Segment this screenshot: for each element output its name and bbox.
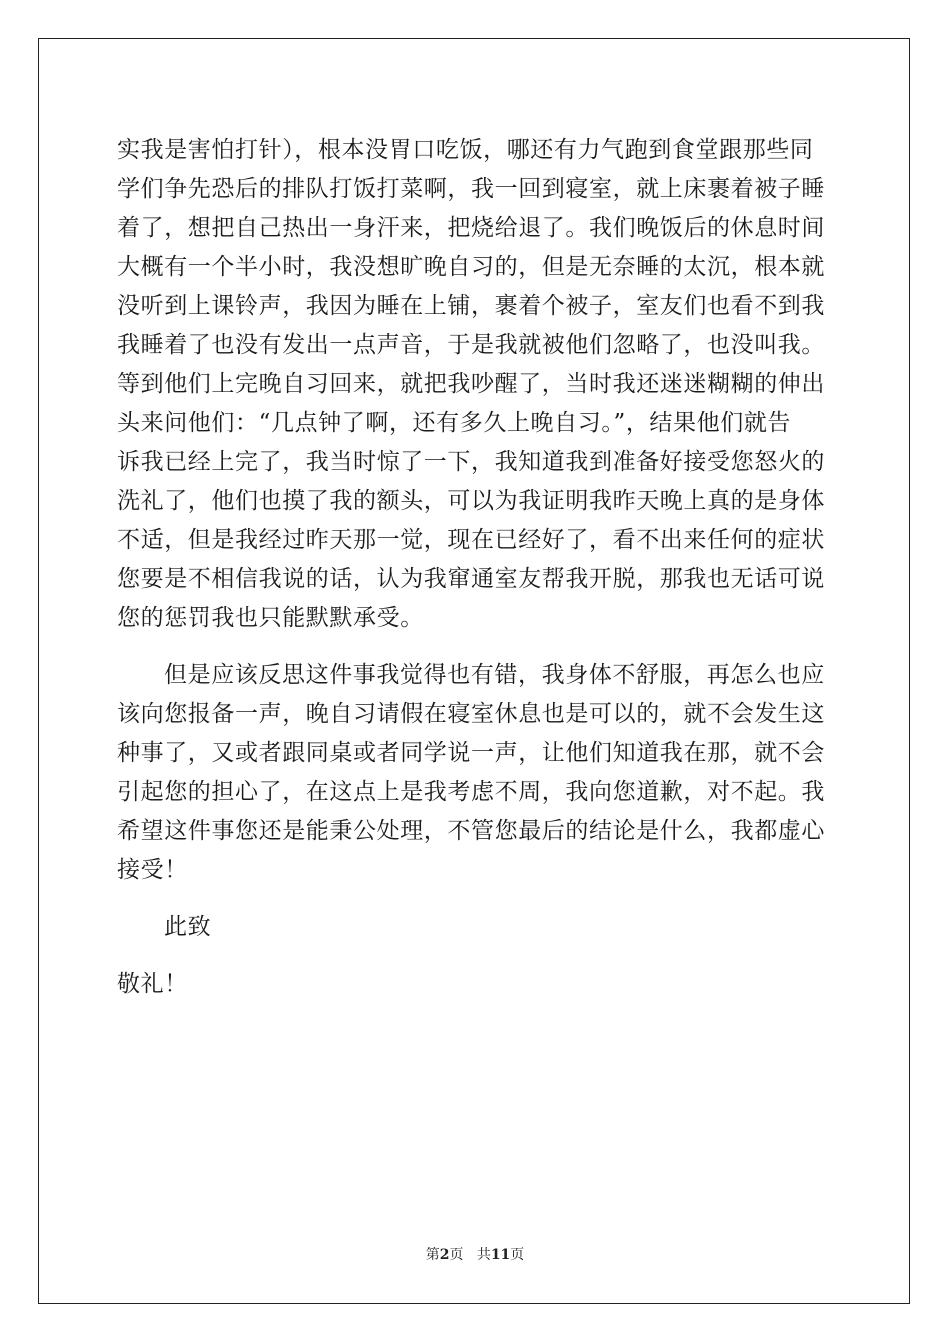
page-prefix: 第 — [425, 1247, 440, 1263]
page-suffix: 页 — [449, 1247, 464, 1263]
text-line: 接受！ — [117, 857, 188, 883]
total-prefix: 共 — [476, 1247, 491, 1263]
salutation-line: 敬礼！ — [117, 971, 188, 997]
text-line: 您的惩罚我也只能默默承受。 — [117, 605, 424, 631]
text-line: 您要是不相信我说的话，认为我窜通室友帮我开脱，那我也无话可说 — [117, 566, 825, 592]
letter-body — [117, 131, 837, 1004]
total-suffix: 页 — [510, 1247, 525, 1263]
paragraph-1 — [117, 131, 837, 638]
text-line: 洗礼了，他们也摸了我的额头，可以为我证明我昨天晚上真的是身体 — [117, 488, 825, 514]
text-line: 大概有一个半小时，我没想旷晚自习的，但是无奈睡的太沉，根本就 — [117, 254, 825, 280]
text-line: 实我是害怕打针），根本没胃口吃饭，哪还有力气跑到食堂跟那些同 — [117, 137, 814, 163]
text-line: 等到他们上完晚自习回来，就把我吵醒了，当时我还迷迷糊糊的伸出 — [117, 371, 825, 397]
text-line: 不适，但是我经过昨天那一觉，现在已经好了，看不出来任何的症状 — [117, 527, 825, 553]
page-number: 2 — [439, 1247, 450, 1263]
text-line: 头来问他们：“几点钟了啊，还有多久上晚自习。”，结果他们就告 — [117, 410, 792, 436]
text-line: 没听到上课铃声，我因为睡在上铺，裹着个被子，室友们也看不到我 — [117, 293, 825, 319]
text-line: 着了，想把自己热出一身汗来，把烧给退了。我们晚饭后的休息时间 — [117, 215, 825, 241]
text-line: 希望这件事您还是能秉公处理，不管您最后的结论是什么，我都虚心 — [117, 818, 825, 844]
text-line: 引起您的担心了，在这点上是我考虑不周，我向您道歉，对不起。我 — [117, 779, 825, 805]
text-line: 种事了，又或者跟同桌或者同学说一声，让他们知道我在那，就不会 — [117, 740, 825, 766]
total-pages: 11 — [490, 1247, 511, 1263]
paragraph-2 — [117, 656, 837, 890]
text-line: 我睡着了也没有发出一点声音，于是我就被他们忽略了，也没叫我。 — [117, 332, 825, 358]
text-line: 诉我已经上完了，我当时惊了一下，我知道我到准备好接受您怒火的 — [117, 449, 825, 475]
text-line: 但是应该反思这件事我觉得也有错，我身体不舒服，再怎么也应 — [164, 662, 825, 688]
text-line: 学们争先恐后的排队打饭打菜啊，我一回到寝室，就上床裹着被子睡 — [117, 176, 825, 202]
text-line: 该向您报备一声，晚自习请假在寝室休息也是可以的，就不会发生这 — [117, 701, 825, 727]
closing-line: 此致 — [164, 914, 212, 940]
page-footer — [0, 1244, 950, 1264]
